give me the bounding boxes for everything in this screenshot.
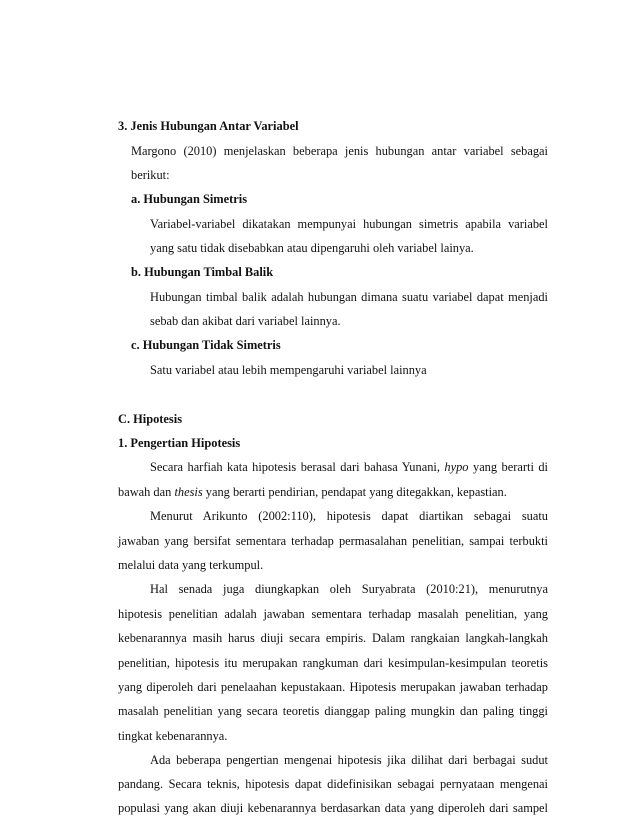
- paragraph-line: melalui data yang terkumpul.: [118, 558, 264, 572]
- subsection-a-heading: a. Hubungan Simetris: [131, 192, 248, 206]
- subsection-a-line: yang satu tidak disebabkan atau dipengaruhi oleh variabel lainya.: [150, 241, 474, 255]
- italic-term: hypo: [444, 460, 469, 474]
- section-3-heading: 3. Jenis Hubungan Antar Variabel: [118, 119, 299, 133]
- paragraph-line: yang diperoleh dari penelaahan kepustakaan. Hipotesis merupakan jawaban terhadap: [118, 680, 548, 694]
- subsection-b-heading: b. Hubungan Timbal Balik: [131, 265, 274, 279]
- paragraph-line: masalah penelitian yang secara teoretis dianggap paling mungkin dan paling tinggi: [118, 704, 548, 718]
- paragraph-line: pandang. Secara teknis, hipotesis dapat didefinisikan sebagai pernyataan mengenai: [118, 777, 548, 791]
- text-run: yang berarti di: [468, 460, 549, 474]
- subsection-1-heading: 1. Pengertian Hipotesis: [118, 436, 241, 450]
- subsection-c-line: Satu variabel atau lebih mempengaruhi variabel lainnya: [150, 363, 427, 377]
- text-run: Secara harfiah kata hipotesis berasal dari bahasa Yunani,: [150, 460, 445, 474]
- paragraph-line: Menurut Arikunto (2002:110), hipotesis dapat diartikan sebagai suatu: [150, 509, 548, 523]
- section-c-heading: C. Hipotesis: [118, 412, 183, 426]
- subsection-b-line: sebab dan akibat dari variabel lainnya.: [150, 314, 341, 328]
- text-run: bawah dan: [118, 485, 175, 499]
- paragraph-line: hipotesis penelitian adalah jawaban sementara terhadap masalah penelitian, yang: [118, 607, 548, 621]
- subsection-a-line: Variabel-variabel dikatakan mempunyai hubungan simetris apabila variabel: [150, 217, 548, 231]
- paragraph-line: Ada beberapa pengertian mengenai hipotesis jika dilihat dari berbagai sudut: [150, 753, 548, 767]
- paragraph-line: Hal senada juga diungkapkan oleh Suryabrata (2010:21), menurutnya: [150, 582, 548, 596]
- section-3-intro-line: berikut:: [131, 168, 170, 182]
- paragraph-line: jawaban yang bersifat sementara terhadap permasalahan penelitian, sampai terbukti: [118, 534, 548, 548]
- paragraph-line: tingkat kebenarannya.: [118, 729, 228, 743]
- italic-term: thesis: [174, 485, 203, 499]
- paragraph-line: [150, 459, 548, 475]
- paragraph-line: populasi yang akan diuji kebenarannya berdasarkan data yang diperoleh dari sampel: [118, 801, 548, 815]
- text-run: yang berarti pendirian, pendapat yang ditegakkan, kepastian.: [202, 485, 507, 499]
- section-3-intro-line: Margono (2010) menjelaskan beberapa jenis hubungan antar variabel sebagai: [131, 144, 548, 158]
- subsection-b-line: Hubungan timbal balik adalah hubungan dimana suatu variabel dapat menjadi: [150, 290, 548, 304]
- subsection-c-heading: c. Hubungan Tidak Simetris: [131, 338, 281, 352]
- paragraph-line: [118, 484, 507, 500]
- paragraph-line: penelitian, hipotesis itu merupakan rangkuman dari kesimpulan-kesimpulan teoretis: [118, 656, 548, 670]
- paragraph-line: kebenarannya masih harus diuji secara empiris. Dalam rangkaian langkah-langkah: [118, 631, 548, 645]
